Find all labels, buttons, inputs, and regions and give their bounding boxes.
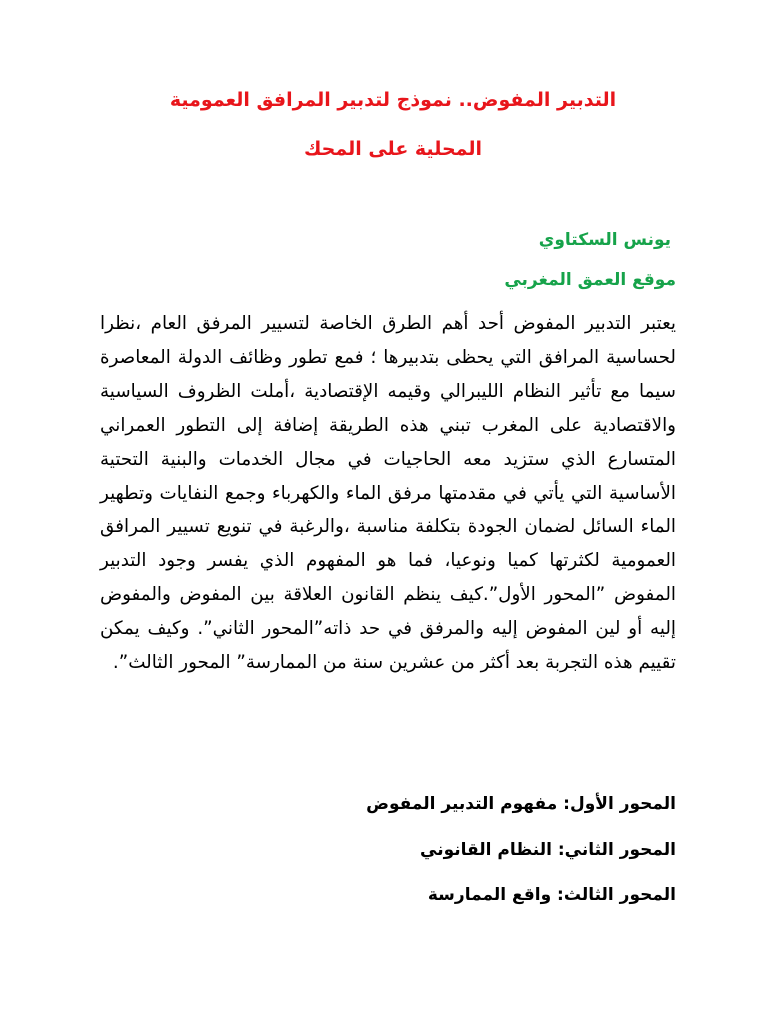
section-heading-1: المحور الأول: مفهوم التدبير المفوض bbox=[366, 794, 676, 814]
section-heading-2: المحور الثاني: النظام القانوني bbox=[420, 840, 676, 860]
section-heading-3: المحور الثالث: واقع الممارسة bbox=[427, 885, 676, 905]
author-name: يونس السكتاوي bbox=[538, 230, 671, 250]
article-body: يعتبر التدبير المفوض أحد أهم الطرق الخاصة لتسيير المرفق العام ،نظرا لحساسية المرافق التي يحظى بتدبيرها ؛ فمع تطور وظائف الدولة المعاصرة سيما مع تأثير النظام الليبرالي وقيمه الإقتصادية ،أملت الظروف السياسية والاقتصادية على المغرب تبني هذه الطريقة إضافة إلى التطور العمراني المتسارع الذي ستزيد معه الحاجيات في مجال الخدمات والبنية التحتية الأساسية التي يأتي في مقدمتها مرفق الماء والكهرباء وجمع النفايات وتطهير الماء السائل لضمان الجودة بتكلفة مناسبة ،والرغبة في تنويع تسيير المرافق العمومية لكثرتها كميا ونوعيا، فما هو المفهوم الذي يفسر وجود التدبير المفوض ”المحور الأول”.كيف ينظم القانون العلاقة بين المفوض والمفوض إليه أو لين المفوض إليه والمرفق في حد ذاته”المحور الثاني”. وكيف يمكن تقييم هذه التجربة بعد أكثر من عشرين سنة من الممارسة” المحور الثالث”. bbox=[100, 313, 676, 674]
source-name: موقع العمق المغربي bbox=[504, 270, 676, 290]
article-title-line-1: التدبير المفوض.. نموذج لتدبير المرافق العمومية bbox=[169, 89, 617, 111]
article-title-line-2: المحلية على المحك bbox=[303, 138, 483, 160]
